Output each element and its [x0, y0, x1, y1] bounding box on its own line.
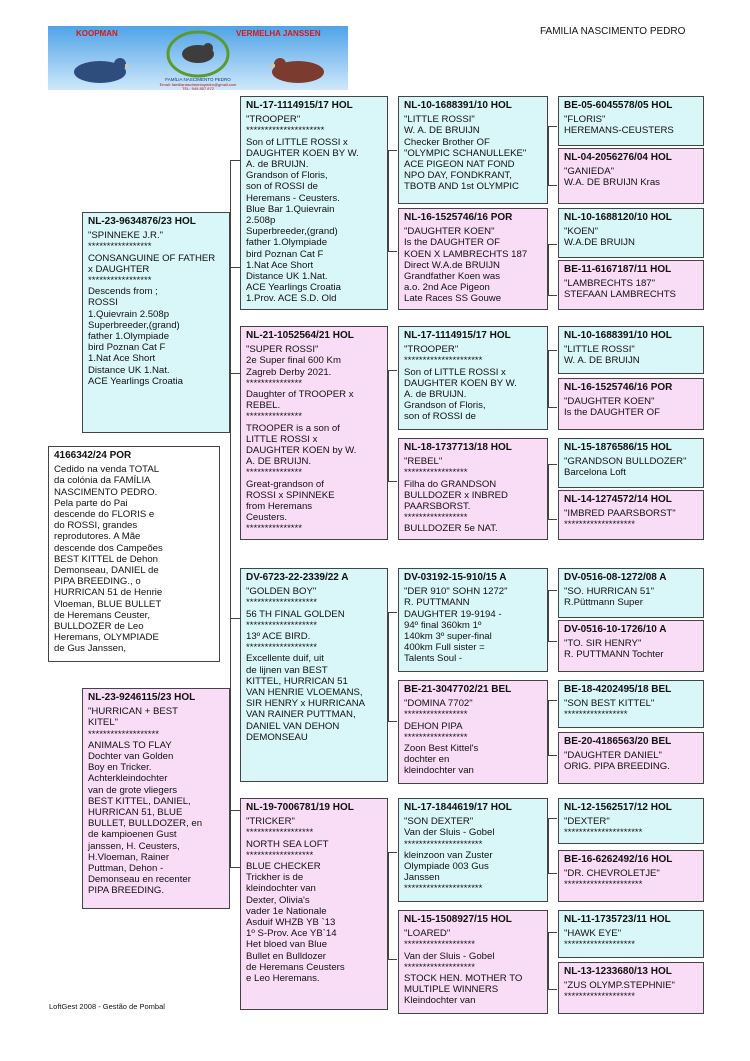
pedigree-dam-dam — [240, 798, 388, 1010]
bird-notes: ******************* — [564, 991, 635, 1003]
bird-notes: W.A. DE BRUIJN Kras — [564, 177, 660, 189]
bird-name: "GOLDEN BOY" — [246, 586, 317, 598]
ring-number: NL-23-9246115/23 HOL — [88, 692, 196, 703]
ring-number: NL-10-1688120/10 HOL — [564, 212, 672, 223]
bird-notes: ******************* ANIMALS TO FLAY Dochter van Golden Boy en Tricker. Achterkleindochter van de grote vliegers BEST KITTEL, DANIEL, HURRICAN 51, BLUE BULLET, BULLDOZER, en de kampioenen Gust janssen, H. Ceusters, H.Vloeman, Rainer Puttman, Dehon - Demonseau en recenter PIPA BREEDING. — [88, 728, 203, 897]
ring-number: NL-15-1876586/15 HOL — [564, 442, 672, 453]
connector-g4-4 — [548, 464, 557, 520]
pedigree-dam-sire — [240, 568, 388, 782]
bird-notes: ******************* — [564, 939, 635, 951]
bird-notes: Van der Sluis - Gobel ********************* kleinzoon van Zuster Olympiade 003 Gus Janssen ********************* — [404, 827, 495, 895]
connector-g4-6 — [548, 700, 557, 756]
bird-notes: R.Püttmann Super — [564, 597, 643, 609]
logo-right-title: VERMELHA JANSSEN — [236, 29, 321, 38]
connector-g4-5 — [548, 590, 557, 642]
pedigree-ggp-4 — [558, 260, 704, 310]
loft-logo — [48, 26, 348, 90]
pedigree-ggp-9 — [558, 568, 704, 618]
ring-number: NL-16-1525746/16 POR — [564, 382, 673, 393]
bird-name: "DAUGHTER KOEN" — [564, 396, 655, 408]
pedigree-ggp-6 — [558, 378, 704, 430]
bird-notes: ******************* Van der Sluis - Gobel ******************* STOCK HEN. MOTHER TO MULTIPLE WINNERS Kleindochter van — [404, 939, 523, 1007]
bird-name: "KOEN" — [564, 226, 598, 238]
pedigree-main-bird — [48, 446, 220, 662]
bird-name: "GRANDSON BULLDOZER" — [564, 456, 687, 468]
connector-g3-b — [388, 370, 397, 482]
ring-number: NL-10-1688391/10 HOL — [404, 100, 512, 111]
pedigree-gp-6 — [398, 680, 548, 784]
bird-notes: ORIG. PIPA BREEDING. — [564, 761, 670, 773]
pedigree-ggp-11 — [558, 680, 704, 728]
bird-notes: Is the DAUGHTER OF KOEN X LAMBRECHTS 187 Direct W.A.de BRUIJN Grandfather Koen was a.o. 2nd Ace Pigeon Late Races SS Gouwe — [404, 237, 528, 305]
bird-notes: ***************** DEHON PIPA ***************** Zoon Best Kittel's dochter en kleindochter van — [404, 709, 479, 777]
bird-notes: ***************** Filha do GRANDSON BULLDOZER x INBRED PAARSBORST. ***************** BULLDOZER 5e NAT. — [404, 467, 508, 535]
family-title: FAMILIA NASCIMENTO PEDRO — [540, 26, 686, 37]
ring-number: NL-17-1114915/17 HOL — [246, 100, 353, 111]
pedigree-sire-sire — [240, 96, 388, 310]
bird-name: "TO. SIR HENRY" — [564, 638, 642, 650]
connector-g4-7 — [548, 818, 557, 874]
logo-email: Email: familianascimentopedro@gmail.com — [159, 82, 237, 87]
ring-number: NL-04-2056276/04 HOL — [564, 152, 672, 163]
ring-number: NL-17-1114915/17 HOL — [404, 330, 511, 341]
ring-number: DV-0516-08-1272/08 A — [564, 572, 667, 583]
bird-name: "DER 910" SOHN 1272" — [404, 586, 508, 598]
connector-g4-8 — [548, 932, 557, 990]
bird-name: "TROOPER" — [246, 114, 301, 126]
pedigree-ggp-15 — [558, 910, 704, 958]
loft-logo-graphic — [48, 26, 348, 90]
pedigree-ggp-5 — [558, 326, 704, 374]
bird-name: "TROOPER" — [404, 344, 459, 356]
pedigree-gp-4 — [398, 438, 548, 540]
bird-notes: ****************** NORTH SEA LOFT ****************** BLUE CHECKER Trickher is de kleindochter van Dexter, Olivia's vader 1e Nationale Asduif WHZB YB `13 1º S-Prov. Ace YB`14 Het bloed van Blue Bullet en Bulldozer de Heremans Ceusters e Leo Heremans. — [246, 827, 345, 985]
connector-sire-parents — [230, 160, 240, 374]
bird-name: "HAWK EYE" — [564, 928, 622, 940]
bird-notes: R. PUTTMANN DAUGHTER 19-9194 - 94º final 360km 1º 140km 3º super-final 400km Full sister = Talents Soul - — [404, 597, 502, 665]
connector-g3-c — [388, 612, 397, 722]
bird-name: "SO. HURRICAN 51" — [564, 586, 654, 598]
bird-notes: STEFAAN LAMBRECHTS — [564, 289, 676, 301]
bird-notes: ******************* 56 TH FINAL GOLDEN ******************* 13º ACE BIRD. ******************* Excellente duif, uit de lijnen van BEST KITTEL, HURRICAN 51 VAN HENRIE VLOEMANS, SIR HENRY x HURRICANA VAN RAINER PUTTMAN, DANIEL VAN DEHON DEMONSEAU — [246, 597, 366, 743]
bird-name: "DR. CHEVROLETJE" — [564, 868, 660, 880]
bird-name: "FLORIS" — [564, 114, 606, 126]
ring-number: NL-17-1844619/17 HOL — [404, 802, 512, 813]
ring-number: NL-18-1737713/18 HOL — [404, 442, 512, 453]
ring-number: NL-14-1274572/14 HOL — [564, 494, 672, 505]
pedigree-ggp-16 — [558, 962, 704, 1014]
bird-name: "DOMINA 7702" — [404, 698, 473, 710]
bird-notes: ***************** — [564, 709, 628, 721]
bird-notes: Cedido na venda TOTAL da colónia da FAMÍLIA NASCIMENTO PEDRO. Pela parte do Pai descende do FLORIS e do ROSSI, grandes reprodutores. A Mãe descende dos Campeões BEST KITTEL de Dehon Demonseau, DANIEL de PIPA BREEDING., o HURRICAN 51 de Henrie Vloeman, BLUE BULLET de Heremans Ceuster, BULLDOZER de Leo Heremans, OLYMPIADE de Gus Janssen, — [54, 464, 163, 655]
bird-notes: W. A. DE BRUIJN Checker Brother OF "OLYMPIC SCHANULLEKE" ACE PIGEON NAT FOND NPO DAY, FONDKRANT, TBOTB AND 1st OLYMPIC — [404, 125, 527, 193]
pedigree-ggp-14 — [558, 850, 704, 902]
ring-number: NL-10-1688391/10 HOL — [564, 330, 672, 341]
bird-notes: Barcelona Loft — [564, 467, 626, 479]
ring-number: NL-13-1233680/13 HOL — [564, 966, 672, 977]
pedigree-gp-8 — [398, 910, 548, 1014]
ring-number: BE-16-6262492/16 HOL — [564, 854, 673, 865]
bird-name: "LITTLE ROSSI" — [564, 344, 635, 356]
ring-number: BE-21-3047702/21 BEL — [404, 684, 512, 695]
bird-name: "HURRICAN + BEST KITEL" — [88, 706, 179, 729]
ring-number: 4166342/24 POR — [54, 450, 132, 461]
ring-number: BE-18-4202495/18 BEL — [564, 684, 672, 695]
pedigree-gp-2 — [398, 208, 548, 310]
bird-name: "LITTLE ROSSI" — [404, 114, 475, 126]
bird-notes: Is the DAUGHTER OF — [564, 407, 660, 419]
bird-name: "SON DEXTER" — [404, 816, 474, 828]
pedigree-ggp-13 — [558, 798, 704, 844]
connector-dam-parents — [230, 618, 240, 868]
ring-number: DV-6723-22-2339/22 A — [246, 572, 349, 583]
pedigree-ggp-8 — [558, 490, 704, 540]
pedigree-gp-3 — [398, 326, 548, 430]
bird-name: "ZUS OLYMP.STEPHNIE" — [564, 980, 675, 992]
ring-number: NL-11-1735723/11 HOL — [564, 914, 671, 925]
ring-number: NL-19-7006781/19 HOL — [246, 802, 354, 813]
pedigree-ggp-10 — [558, 620, 704, 672]
pedigree-ggp-2 — [558, 148, 704, 204]
ring-number: NL-16-1525746/16 POR — [404, 212, 513, 223]
ring-number: BE-05-6045578/05 HOL — [564, 100, 673, 111]
connector-g4-3 — [548, 350, 557, 408]
logo-center-text: FAMÍLIA NASCIMENTO PEDRO — [165, 77, 231, 82]
bird-name: "SPINNEKE J.R." — [88, 230, 164, 242]
bird-name: "SUPER ROSSI" — [246, 344, 319, 356]
pedigree-gp-1 — [398, 96, 548, 204]
bird-notes: ********************* — [564, 827, 643, 839]
ring-number: NL-21-1052564/21 HOL — [246, 330, 354, 341]
pedigree-ggp-1 — [558, 96, 704, 146]
bird-notes: ********************* Son of LITTLE ROSSI x DAUGHTER KOEN BY W. A. de BRUIJN. Grandson of Floris, son of ROSSI de — [404, 355, 517, 423]
bird-notes: ********************* Son of LITTLE ROSSI x DAUGHTER KOEN BY W. A. de BRUIJN. Grandson of Floris, son of ROSSI de Heremans - Ceusters. Blue Bar 1.Quievrain 2.508p Superbreeder,(grand) father 1.Olympiade bird Poznan Cat F 1.Nat Ace Short Distance UK 1.Nat. ACE Yearlings Croatia 1.Prov. ACE S.D. Old — [246, 125, 359, 305]
bird-notes: ******************* — [564, 519, 635, 531]
bird-notes: 2e Super final 600 Km Zagreb Derby 2021. *************** Daughter of TROOPER x REBEL. *************** TROOPER is a son of LITTLE ROSSI x DAUGHTER KOEN by W. A. DE BRUIJN. *************** Great-grandson of ROSSI x SPINNEKE from Heremans Ceusters. *************** — [246, 355, 357, 535]
pedigree-gp-5 — [398, 568, 548, 672]
bird-name: "LAMBRECHTS 187" — [564, 278, 656, 290]
connector-g4-1 — [548, 126, 557, 186]
pedigree-dam — [82, 688, 230, 909]
footer-credit: LoftGest 2008 - Gestão de Pombal — [49, 1002, 165, 1011]
pedigree-ggp-12 — [558, 732, 704, 784]
logo-tel: TEL: 949 857 872 — [182, 86, 214, 90]
pedigree-sire — [82, 212, 230, 433]
bird-name: "IMBRED PAARSBORST" — [564, 508, 676, 520]
bird-name: "SON BEST KITTEL" — [564, 698, 655, 710]
bird-name: "LOARED" — [404, 928, 451, 940]
bird-name: "DEXTER" — [564, 816, 610, 828]
bird-notes: HEREMANS-CEUSTERS — [564, 125, 674, 137]
connector-g4-2 — [548, 244, 557, 296]
bird-notes: R. PUTTMANN Tochter — [564, 649, 664, 661]
ring-number: DV-0516-10-1726/10 A — [564, 624, 667, 635]
ring-number: NL-15-1508927/15 HOL — [404, 914, 512, 925]
pedigree-ggp-3 — [558, 208, 704, 258]
pedigree-ggp-7 — [558, 438, 704, 488]
ring-number: NL-23-9634876/23 HOL — [88, 216, 196, 227]
bird-name: "TRICKER" — [246, 816, 295, 828]
bird-notes: W. A. DE BRUIJN — [564, 355, 640, 367]
bird-notes: ********************* — [564, 879, 643, 891]
logo-left-title: KOOPMAN — [76, 29, 118, 38]
ring-number: DV-03192-15-910/15 A — [404, 572, 507, 583]
bird-notes: ***************** CONSANGUINE OF FATHER x DAUGHTER ***************** Descends from ; ROSSI 1.Quievrain 2.508p Superbreeder,(grand) father 1.Olympiade bird Poznan Cat F 1.Nat Ace Short Distance UK 1.Nat. ACE Yearlings Croatia — [88, 241, 216, 387]
pedigree-gp-7 — [398, 798, 548, 902]
bird-name: "DAUGHTER DANIEL" — [564, 750, 662, 762]
bird-name: "DAUGHTER KOEN" — [404, 226, 495, 238]
pedigree-sire-dam — [240, 326, 388, 540]
bird-name: "REBEL" — [404, 456, 443, 468]
ring-number: BE-11-6167187/11 HOL — [564, 264, 672, 275]
connector-g3-d — [388, 852, 397, 960]
ring-number: BE-20-4186563/20 BEL — [564, 736, 672, 747]
bird-notes: W.A.DE BRUIJN — [564, 237, 635, 249]
bird-name: "GANIEDA" — [564, 166, 614, 178]
ring-number: NL-12-1562517/12 HOL — [564, 802, 672, 813]
connector-g3-a — [388, 150, 397, 252]
